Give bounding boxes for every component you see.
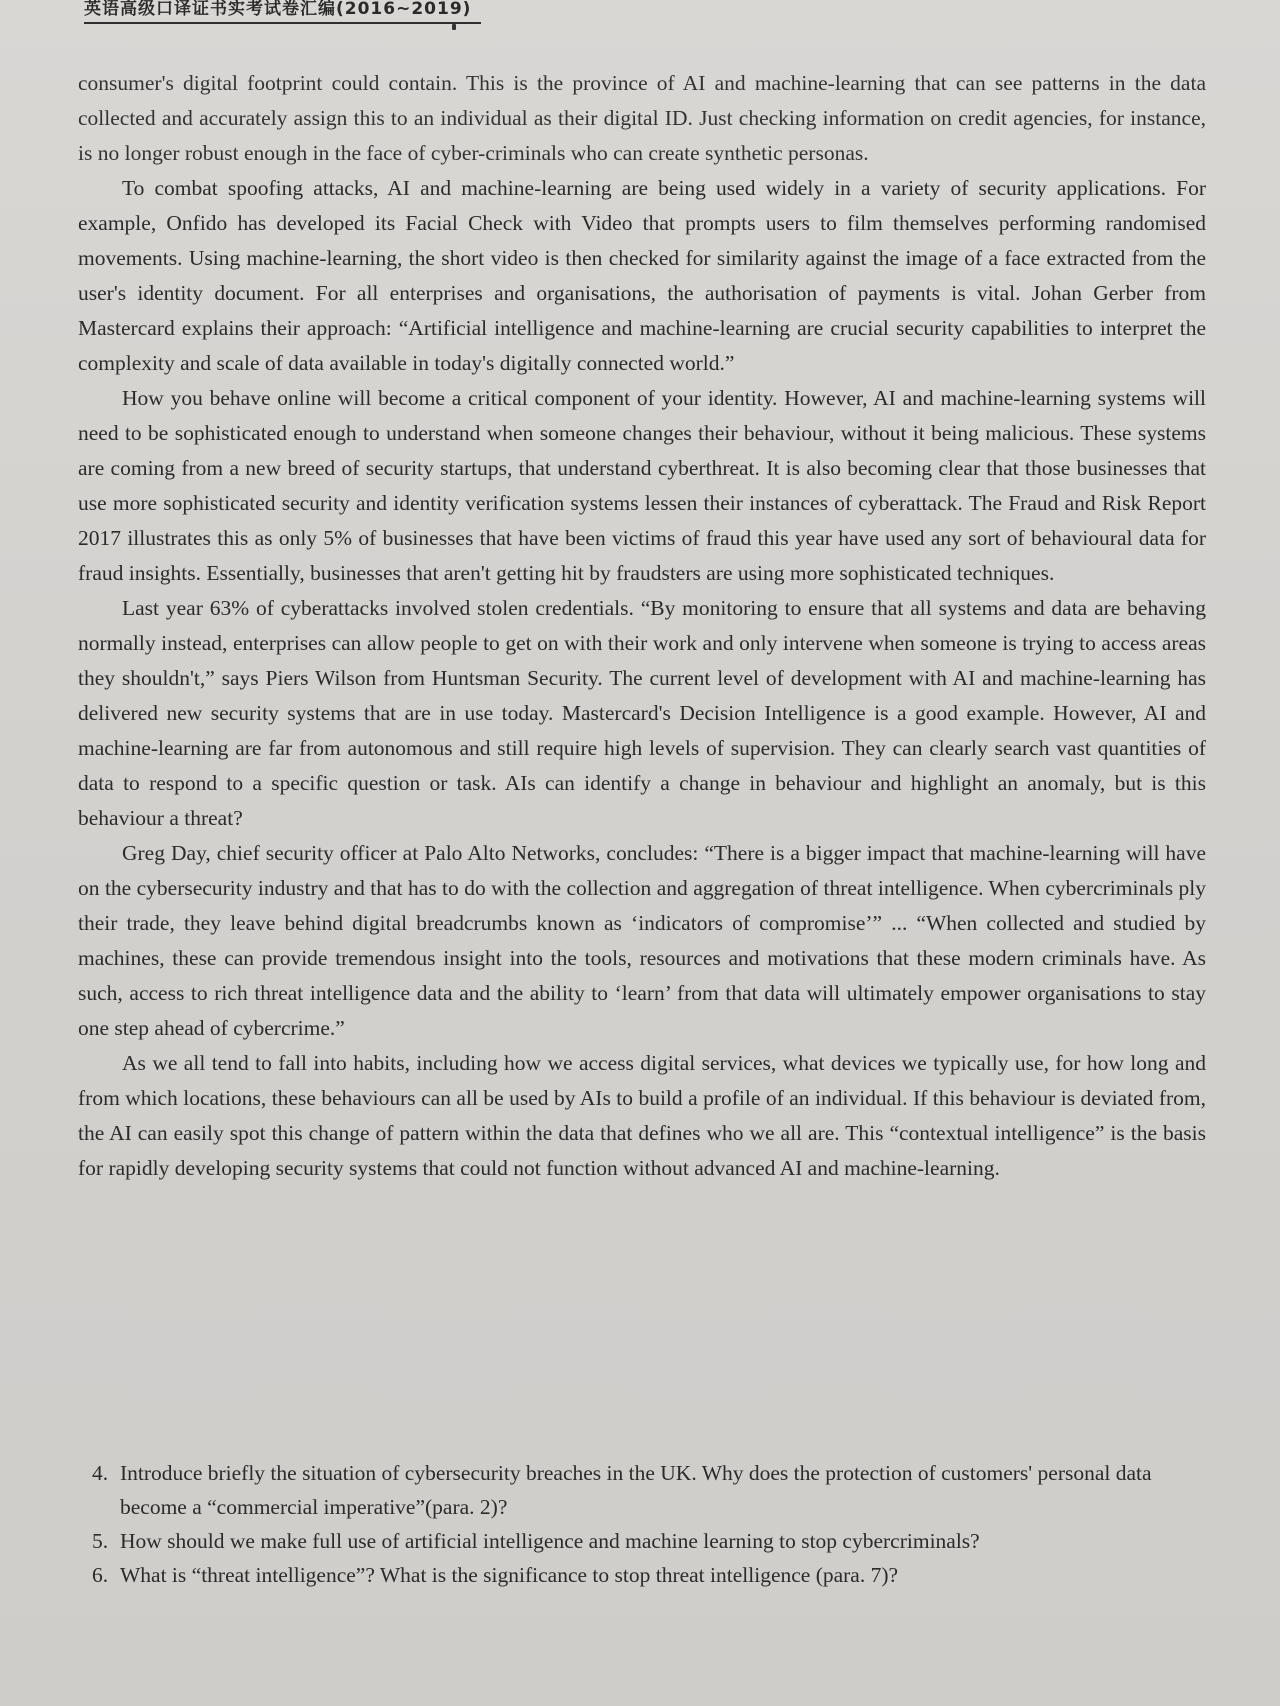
question-item bbox=[92, 1524, 1202, 1558]
paragraph: Greg Day, chief security officer at Palo Alto Networks, concludes: “There is a bigger impact that machine-learning will have on the cybersecurity industry and that has to do with the collection and aggregation of threat intelligence. When cybercriminals ply their trade, they leave behind digital breadcrumbs known as ‘indicators of compromise’” ... “When collected and studied by machines, these can provide tremendous insight into the tools, resources and motivations that these modern criminals have. As such, access to rich threat intelligence data and the ability to ‘learn’ from that data will ultimately empower organisations to stay one step ahead of cybercrime.” bbox=[78, 841, 1206, 1040]
question-item bbox=[92, 1456, 1202, 1524]
question-number: 4. bbox=[92, 1461, 109, 1485]
question-text: What is “threat intelligence”? What is the significance to stop threat intelligence (para. 7)? bbox=[120, 1563, 899, 1587]
question-list bbox=[92, 1456, 1202, 1592]
running-title: 英语高级口译证书实考试卷汇编(2016~2019) bbox=[84, 0, 472, 19]
article-body bbox=[78, 66, 1206, 1186]
paragraph: How you behave online will become a critical component of your identity. However, AI and machine-learning systems will need to be sophisticated enough to understand when someone changes their behaviour, without it being malicious. These systems are coming from a new breed of security startups, that understand cyberthreat. It is also becoming clear that those businesses that use more sophisticated security and identity verification systems lessen their instances of cyberattack. The Fraud and Risk Report 2017 illustrates this as only 5% of businesses that have been victims of fraud this year have used any sort of behavioural data for fraud insights. Essentially, businesses that aren't getting hit by fraudsters are using more sophisticated techniques. bbox=[78, 386, 1206, 585]
paragraph-continued: consumer's digital footprint could contain. This is the province of AI and machine-learning that can see patterns in the data collected and accurately assign this to an individual as their digital ID. Just checking information on credit agencies, for instance, is no longer robust enough in the face of cyber-criminals who can create synthetic personas. bbox=[78, 71, 1206, 165]
question-text: Introduce briefly the situation of cybersecurity breaches in the UK. Why does the protection of customers' personal data become a “commercial imperative”(para. 2)? bbox=[120, 1461, 1152, 1519]
paragraph: To combat spoofing attacks, AI and machine-learning are being used widely in a variety of security applications. For example, Onfido has developed its Facial Check with Video that prompts users to film themselves performing randomised movements. Using machine-learning, the short video is then checked for similarity against the image of a face extracted from the user's identity document. For all enterprises and organisations, the authorisation of payments is vital. Johan Gerber from Mastercard explains their approach: “Artificial intelligence and machine-learning are crucial security capabilities to interpret the complexity and scale of data available in today's digitally connected world.” bbox=[78, 176, 1206, 375]
running-header bbox=[84, 0, 481, 24]
paragraph: As we all tend to fall into habits, including how we access digital services, what devices we typically use, for how long and from which locations, these behaviours can all be used by AIs to build a profile of an individual. If this behaviour is deviated from, the AI can easily spot this change of pattern within the data that defines who we all are. This “contextual intelligence” is the basis for rapidly developing security systems that could not function without advanced AI and machine-learning. bbox=[78, 1051, 1206, 1180]
question-number: 5. bbox=[92, 1529, 109, 1553]
question-text: How should we make full use of artificial intelligence and machine learning to stop cybercriminals? bbox=[120, 1529, 980, 1553]
paragraph: Last year 63% of cyberattacks involved stolen credentials. “By monitoring to ensure that all systems and data are behaving normally instead, enterprises can allow people to get on with their work and only intervene when someone is trying to access areas they shouldn't,” says Piers Wilson from Huntsman Security. The current level of development with AI and machine-learning has delivered new security systems that are in use today. Mastercard's Decision Intelligence is a good example. However, AI and machine-learning are far from autonomous and still require high levels of supervision. They can clearly search vast quantities of data to respond to a specific question or task. AIs can identify a change in behaviour and highlight an anomaly, but is this behaviour a threat? bbox=[78, 596, 1206, 830]
header-mark bbox=[452, 24, 456, 30]
question-item bbox=[92, 1558, 1202, 1592]
question-number: 6. bbox=[92, 1563, 109, 1587]
